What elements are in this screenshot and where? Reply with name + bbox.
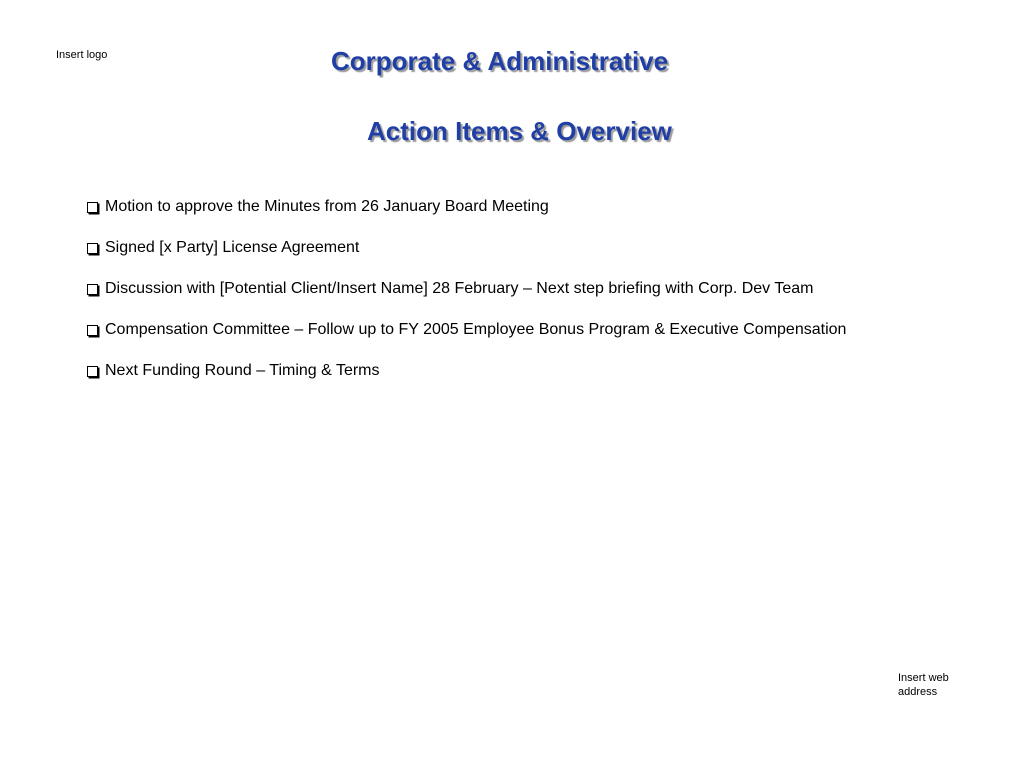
checkbox-icon	[87, 325, 98, 336]
action-items-list	[87, 197, 846, 402]
action-item-text: Signed [x Party] License Agreement	[105, 239, 360, 256]
action-item-text: Motion to approve the Minutes from 26 January Board Meeting	[105, 198, 549, 215]
action-item	[87, 197, 846, 217]
logo-placeholder: Insert logo	[56, 49, 108, 61]
action-item-text: Discussion with [Potential Client/Insert Name] 28 February – Next step briefing with Corp. Dev Team	[105, 280, 814, 297]
checkbox-icon	[87, 202, 98, 213]
checkbox-icon	[87, 243, 98, 254]
checkbox-icon	[87, 284, 98, 295]
slide-title-line-1: Corporate & Administrative	[331, 46, 669, 76]
action-item	[87, 238, 846, 258]
slide-title-line-2: Action Items & Overview	[367, 116, 672, 146]
action-item	[87, 361, 846, 381]
checkbox-icon	[87, 366, 98, 377]
action-item	[87, 320, 846, 340]
action-item-text: Compensation Committee – Follow up to FY 2005 Employee Bonus Program & Executive Compensation	[105, 321, 847, 338]
action-item-text: Next Funding Round – Timing & Terms	[105, 362, 380, 379]
action-item	[87, 279, 846, 299]
web-address-placeholder: Insert web address	[898, 672, 949, 698]
